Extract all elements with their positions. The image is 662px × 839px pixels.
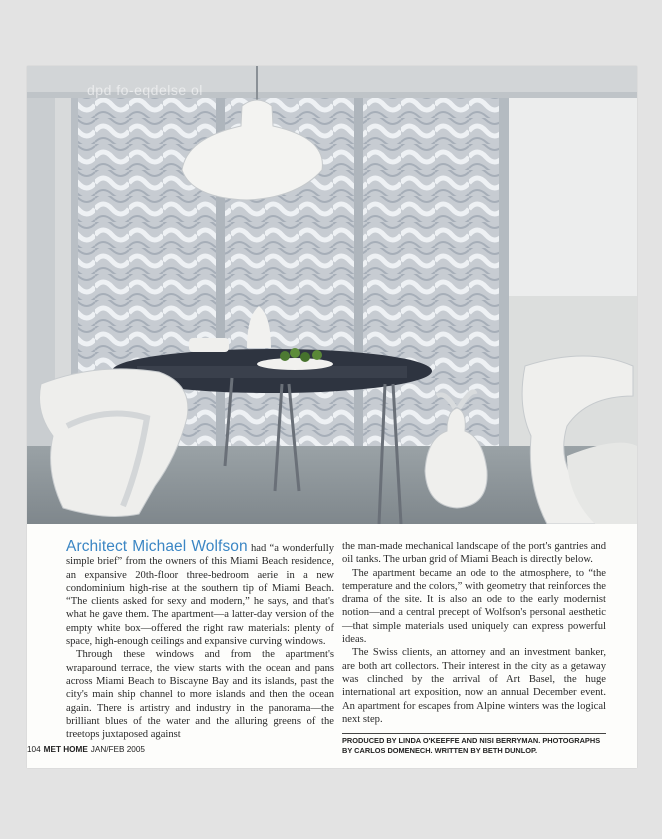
page-folio xyxy=(27,745,145,754)
paragraph: Through these windows and from the apartment's wraparound terrace, the view starts with the ocean and pans across Miami Beach to Biscayne Bay and its islands, past the city's main ship channel to more islands and then the ocean again. There is artistry and industry in the panorama—the brilliant blues of the water and the alluring greens of the treetops juxtaposed against xyxy=(66,649,334,741)
magazine-name: MET HOME xyxy=(43,745,88,754)
photo-credit: PRODUCED BY LINDA O'KEEFFE AND NISI BERRYMAN. PHOTOGRAPHS BY CARLOS DOMENECH. WRITTEN BY BETH DUNLOP. xyxy=(342,733,606,755)
article-column-1 xyxy=(66,540,334,741)
interior-photo xyxy=(27,66,637,524)
magazine-page xyxy=(27,66,637,768)
lead-text: had “a wonderfully simple brief” from the owners of this Miami Beach residence, an expansive 20th-floor three-bedroom aerie in a new condominium high-rise at the southern tip of Miami Beach. “The clients asked for sexy and modern,” he says, and that's what he gave them. The apartment—a latter-day version of the empty white box—offered the right raw materials: plenty of space, high-enough ceilings and expansive curving windows. xyxy=(66,543,334,648)
ghost-overlay-text: dpd fo-eqdelse ol xyxy=(87,82,203,98)
lead-paragraph xyxy=(66,540,334,648)
issue-date: JAN/FEB 2005 xyxy=(90,745,145,754)
paragraph: The Swiss clients, an attorney and an investment banker, are both art collectors. Their interest in the city as a getaway was clinched by the arrival of Art Basel, the huge international art exposition, now an annual December event. An apartment for escapes from Alpine winters was the logical next step. xyxy=(342,647,606,725)
article-headline: Architect Michael Wolfson xyxy=(66,538,248,555)
article-column-2 xyxy=(342,540,606,755)
paragraph: the man-made mechanical landscape of the port's gantries and oil tanks. The urban grid of Miami Beach is directly below. xyxy=(342,541,606,566)
page-number: 104 xyxy=(27,745,41,754)
paragraph: The apartment became an ode to the atmosphere, to “the temperature and the colors,” with geometry that reinforces the drama of the site. It is also an ode to the early modernist notion—and a central precept of Wolfson's personal aesthetic—that simple materials used uniquely can express powerful ideas. xyxy=(342,567,606,646)
